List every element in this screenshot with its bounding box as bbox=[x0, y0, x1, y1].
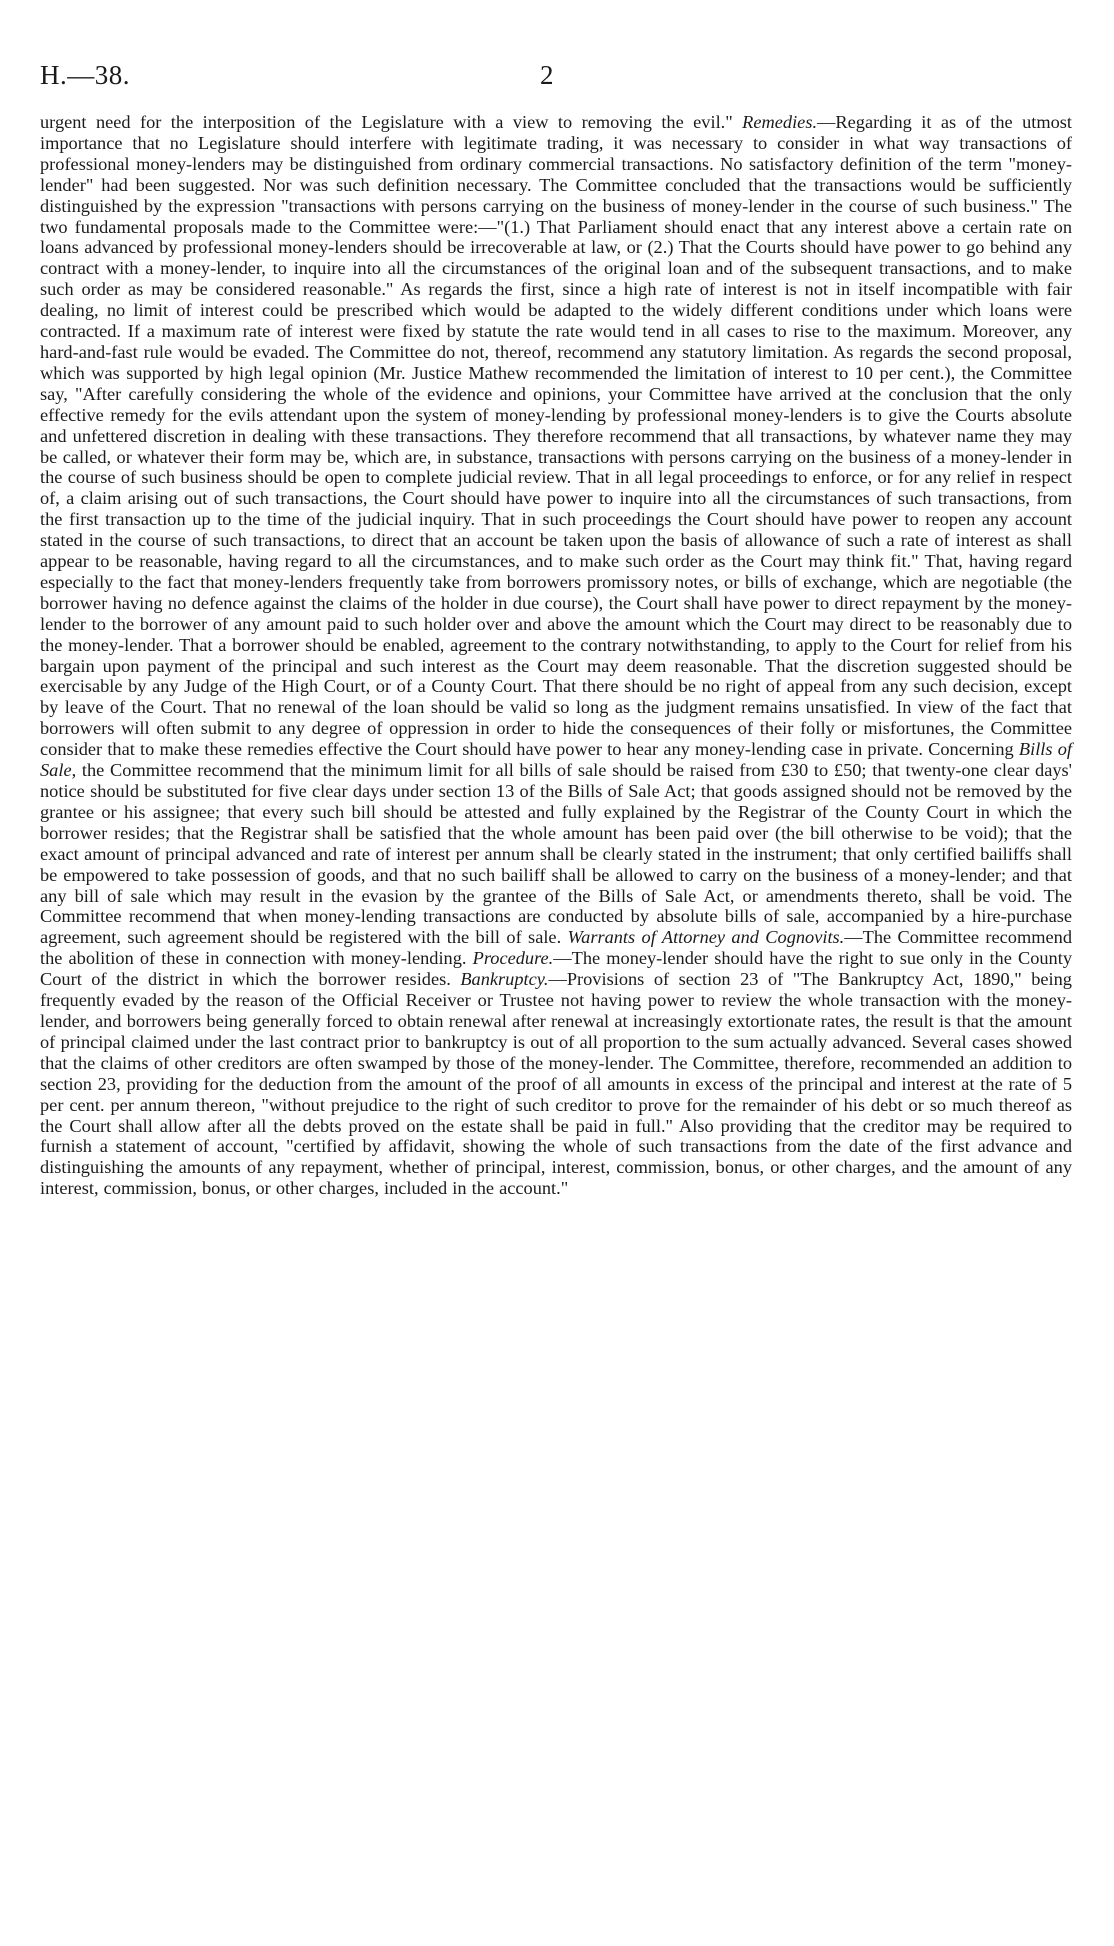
text-run: —The Committee recommend the abolition of these in connection with money-lending. bbox=[40, 927, 1072, 969]
text-run: —Regarding it as of the utmost importance that no Legislature should interfere with legitimate trading, it was necessary to consider in what way transactions of professional money-lenders may be distinguished from ordinary commercial transactions. No satisfactory definition of the term "money-lender" had been suggested. Nor was such definition necessary. The Committee concluded that the transactions would be sufficiently distinguished by the expression "transactions with persons carrying on the business of money-lender in the course of such business." The two fundamental proposals made to the Committee were:—"(1.) That Parliament should enact that any interest above a certain rate on loans advanced by professional money-lenders should be irrecoverable at law, or (2.) That the Courts should have power to go behind any contract with a money-lender, to inquire into all the circumstances of the original loan and of the subsequent transactions, and to make such order as may be considered reasonable." As regards the first, since a high rate of interest is not in itself incompatible with fair dealing, no limit of interest could be prescribed which would be adapted to the widely different conditions under which loans were contracted. If a maximum rate of interest were fixed by statute the rate would tend in all cases to rise to the maximum. Moreover, any hard-and-fast rule would be evaded. The Committee do not, thereof, recommend any statutory limitation. As regards the second proposal, which was supported by high legal opinion (Mr. Justice Mathew recommended the limitation of interest to 10 per cent.), the Committee say, "After carefully considering the whole of the evidence and opinions, your Committee have arrived at the conclusion that the only effective remedy for the evils attendant upon the system of money-lending by professional money-lenders is to give the Courts absolute and unfettered discretion in dealing with these transactions. They therefore recommend that all transactions, by whatever name they may be called, or whatever their form may be, which are, in substance, transactions with persons carrying on the business of a money-lender in the course of such business should be open to complete judicial review. That in all legal proceedings to enforce, or for any relief in respect of, a claim arising out of such transactions, the Court should have power to inquire into all the circumstances of such transactions, from the first transaction up to the time of the judicial inquiry. That in such proceedings the Court should have power to reopen any account stated in the course of such transactions, to direct that an account be taken upon the basis of allowance of such a rate of interest as shall appear to be reasonable, having regard to all the circumstances, and to make such order as the Court may think fit." That, having regard especially to the fact that money-lenders frequently take from borrowers promissory notes, or bills of exchange, which are negotiable (the borrower having no defence against the claims of the holder in due course), the Court shall have power to direct repayment by the money-lender to the borrower of any amount paid to such holder over and above the amount which the Court may direct to be reasonably due to the money-lender. That a borrower should be enabled, agreement to the contrary notwithstanding, to apply to the Court for relief from his bargain upon payment of the principal and such interest as the Court may deem reasonable. That the discretion suggested should be exercisable by any Judge of the High Court, or of a County Court. That there should be no right of appeal from any such decision, except by leave of the Court. That no renewal of the loan should be valid so long as the judgment remains unsatisfied. In view of the fact that borrowers will often submit to any degree of oppression in order to hide the consequences of their folly or misfortunes, the Committee consider that to make these remedies effective the Court should have power to hear any money-lending case in private. Concerning bbox=[40, 112, 1073, 760]
section-heading-warrants: Warrants of Attorney and Cognovits. bbox=[567, 927, 845, 948]
text-run: —Provisions of section 23 of "The Bankruptcy Act, 1890," being frequently evaded by the reason of the Official Receiver or Trustee not having power to review the whole transaction with the money-lender, and borrowers being generally forced to obtain renewal after renewal at increasingly extortionate rates, the result is that the amount of principal claimed under the last contract prior to bankruptcy is out of all proportion to the sum actually advanced. Several cases showed that the claims of other creditors are often swamped by those of the money-lender. The Committee, therefore, recommended an addition to section 23, providing for the deduction from the amount of the proof of all amounts in excess of the principal and interest at the rate of 5 per cent. per annum thereon, "without prejudice to the right of such creditor to prove for the remainder of his debt or so much thereof as the Court shall allow after all the debts proved on the estate shall be paid in full." Also providing that the creditor may be required to furnish a statement of account, "certified by affidavit, showing the whole of such transactions from the date of the first advance and distinguishing the amounts of any repayment, whether of principal, interest, commission, bonus, or other charges, and the amount of any interest, commission, bonus, or other charges, included in the account." bbox=[40, 969, 1072, 1199]
text-run: urgent need for the interposition of the Legislature with a view to removing the evil." bbox=[40, 112, 743, 132]
section-heading-bankruptcy: Bankruptcy. bbox=[460, 969, 549, 990]
section-heading-remedies: Remedies. bbox=[742, 112, 818, 132]
body-text bbox=[40, 112, 1072, 1199]
page-number: 2 bbox=[540, 60, 554, 90]
document-code: H.—38. bbox=[40, 60, 130, 90]
page-header bbox=[40, 60, 1072, 112]
text-run: —The money-lender should have the right to sue only in the County Court of the district in which the borrower resides. bbox=[40, 948, 1073, 990]
body-paragraph bbox=[40, 112, 1072, 1199]
section-heading-procedure: Procedure. bbox=[472, 948, 554, 969]
text-run: , the Committee recommend that the minimum limit for all bills of sale should be raised from £30 to £50; that twenty-one clear days' notice should be substituted for five clear days under section 13 of the Bills of Sale Act; that goods assigned should not be removed by the grantee or his assignee; that every such bill should be attested and fully explained by the Registrar of the County Court in which the borrower resides; that the Registrar shall be satisfied that the whole amount has been paid over (the bill otherwise to be void); that the exact amount of principal advanced and rate of interest per annum shall be clearly stated in the instrument; that only certified bailiffs shall be empowered to take possession of goods, and that no such bailiff shall be allowed to carry on the business of a money-lender; and that any bill of sale which may result in the evasion by the grantee of the Bills of Sale Act, or amendments thereto, shall be void. The Committee recommend that when money-lending transactions are conducted by absolute bills of sale, accompanied by a hire-purchase agreement, such agreement should be registered with the bill of sale. bbox=[40, 760, 1072, 948]
section-heading-bills-of-sale: Bills of Sale bbox=[40, 739, 1072, 781]
